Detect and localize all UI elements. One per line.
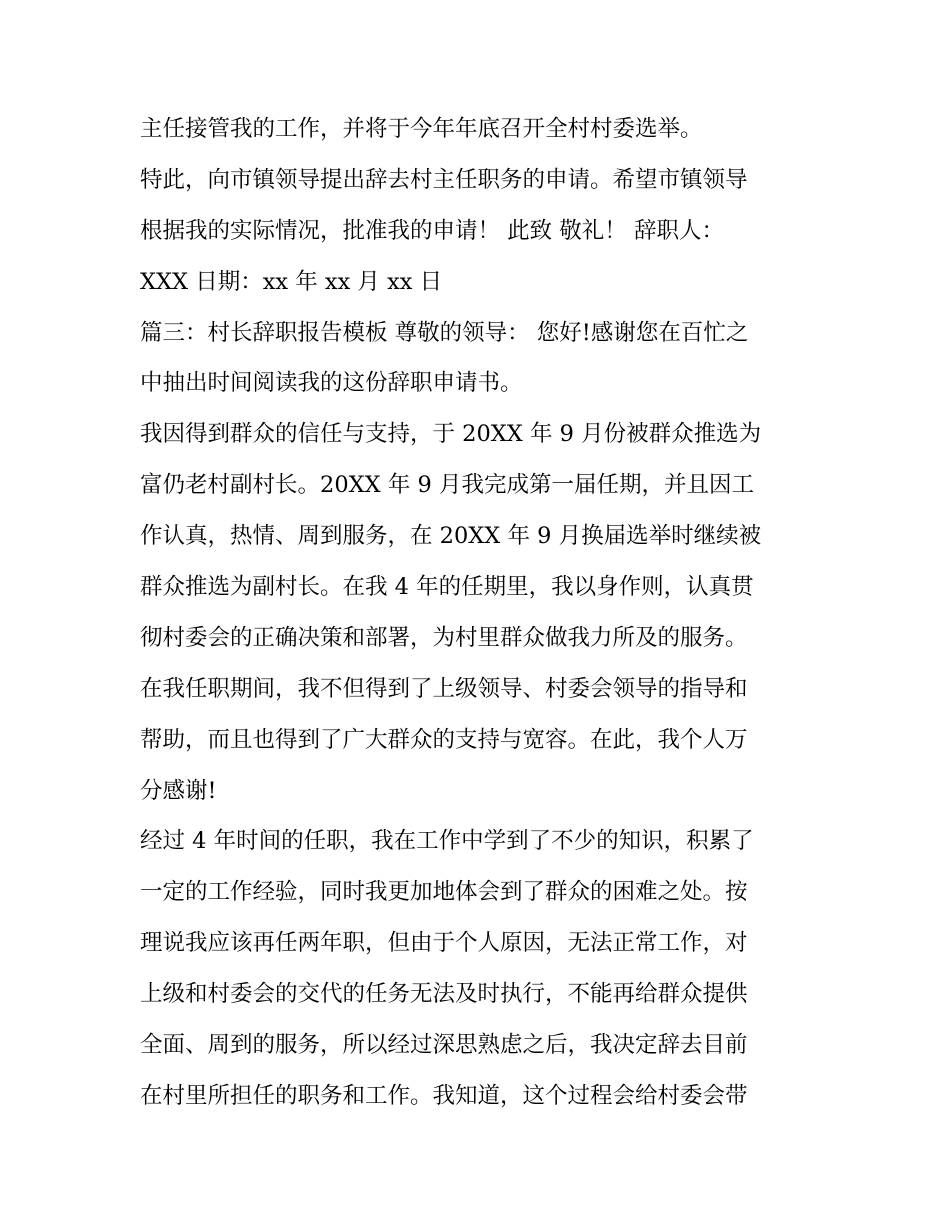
text-line-19: 全面、周到的服务，所以经过深思熟虑之后，我决定辞去目前 xyxy=(140,1032,748,1059)
text-line-2: 特此，向市镇领导提出辞去村主任职务的申请。希望市镇领导 xyxy=(140,166,748,193)
text-line-8: 富仍老村副村长。20XX 年 9 月我完成第一届任期，并且因工 xyxy=(140,472,754,499)
text-line-13: 帮助，而且也得到了广大群众的支持与宽容。在此，我个人万 xyxy=(140,726,748,753)
text-line-7: 我因得到群众的信任与支持，于 20XX 年 9 月份被群众推选为 xyxy=(140,421,762,448)
text-line-4: XXX 日期：xx 年 xx 月 xx 日 xyxy=(140,268,443,295)
text-line-10: 群众推选为副村长。在我 4 年的任期里，我以身作则，认真贯 xyxy=(140,574,754,601)
text-line-5: 篇三：村长辞职报告模板 尊敬的领导： 您好!感谢您在百忙之 xyxy=(140,319,749,346)
text-line-17: 理说我应该再任两年职，但由于个人原因，无法正常工作，对 xyxy=(140,930,748,957)
text-line-14: 分感谢! xyxy=(140,777,217,804)
text-line-6: 中抽出时间阅读我的这份辞职申请书。 xyxy=(140,370,523,397)
text-line-3: 根据我的实际情况，批准我的申请！ 此致 敬礼！ 辞职人： xyxy=(140,217,724,244)
text-line-12: 在我任职期间，我不但得到了上级领导、村委会领导的指导和 xyxy=(140,675,748,702)
text-line-15: 经过 4 年时间的任职，我在工作中学到了不少的知识，积累了 xyxy=(140,828,754,855)
text-line-16: 一定的工作经验，同时我更加地体会到了群众的困难之处。按 xyxy=(140,879,748,906)
document-body xyxy=(140,104,820,1122)
text-line-20: 在村里所担任的职务和工作。我知道，这个过程会给村委会带 xyxy=(140,1082,748,1109)
text-line-18: 上级和村委会的交代的任务无法及时执行，不能再给群众提供 xyxy=(140,981,748,1008)
text-line-1: 主任接管我的工作，并将于今年年底召开全村村委选举。 xyxy=(140,116,703,142)
text-line-9: 作认真，热情、周到服务，在 20XX 年 9 月换届选举时继续被 xyxy=(140,523,762,550)
text-line-11: 彻村委会的正确决策和部署，为村里群众做我力所及的服务。 xyxy=(140,624,748,651)
